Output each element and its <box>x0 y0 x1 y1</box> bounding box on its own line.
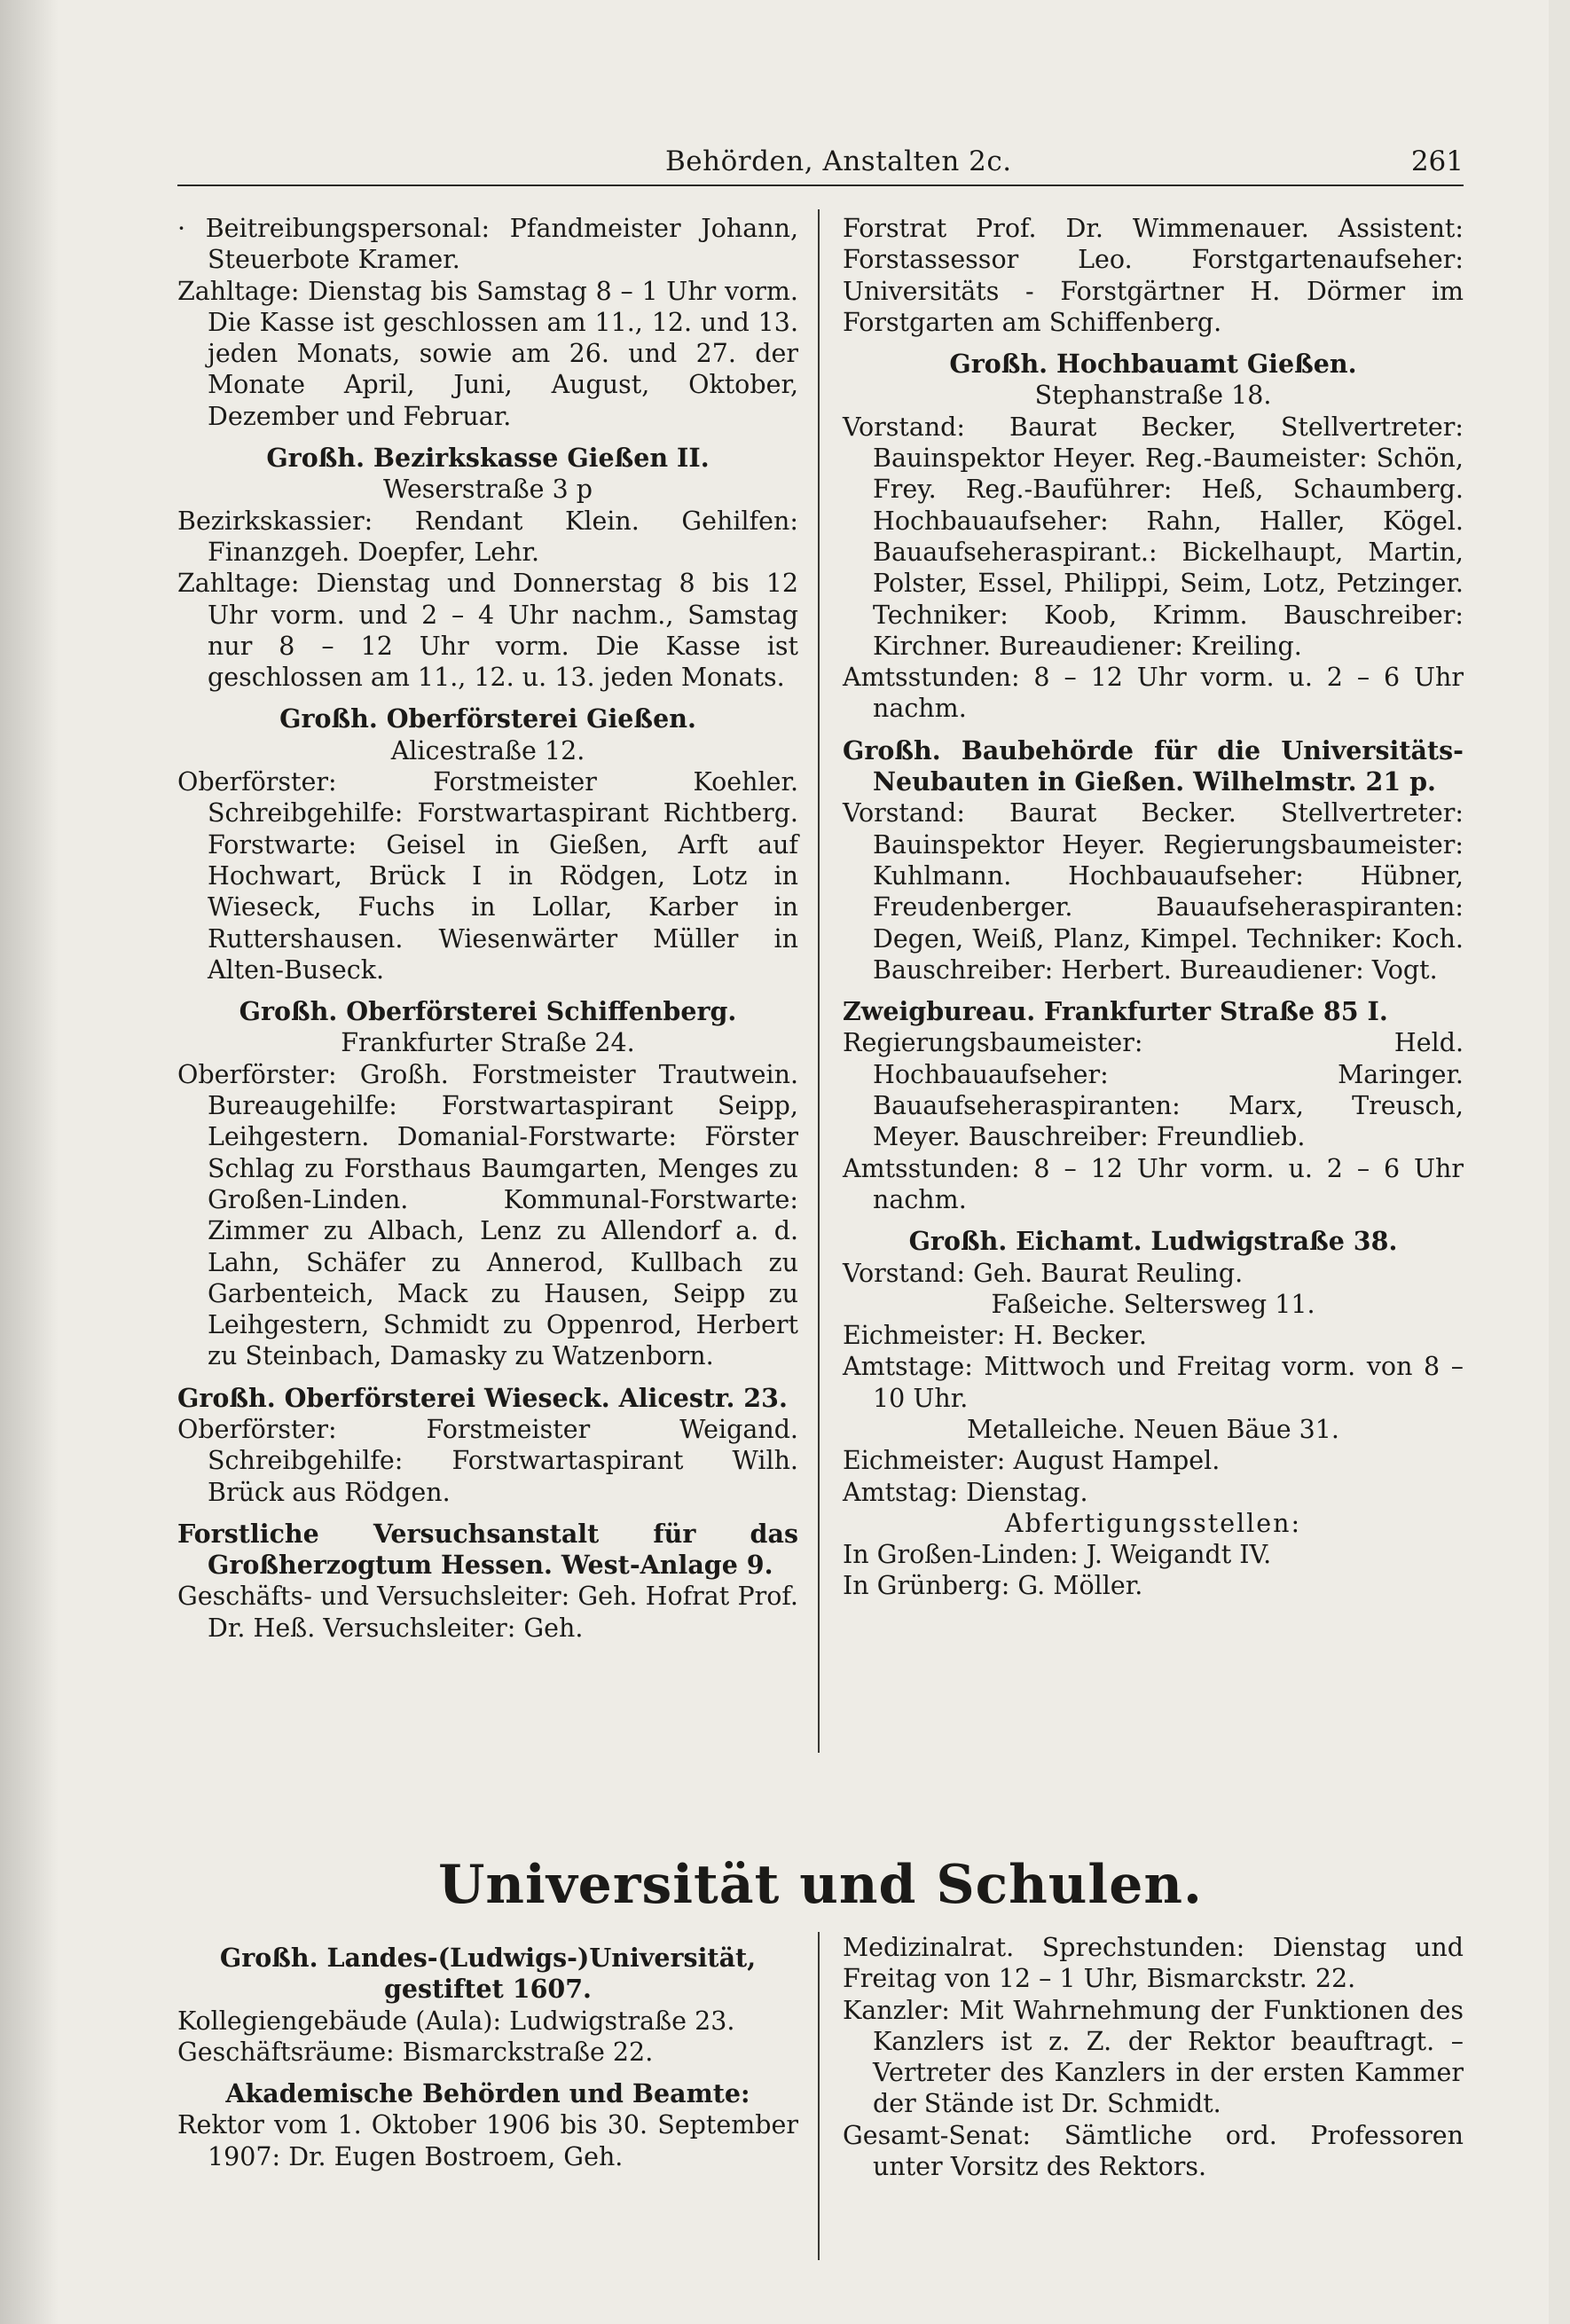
entry-paragraph: Oberförster: Forstmeister Weigand. Schreibgehilfe: Forstwartaspirant Wilh. Brück aus Rödgen. <box>177 1414 798 1507</box>
entry-paragraph: Eichmeister: H. Becker. <box>843 1321 1147 1351</box>
entry-paragraph: Stephanstraße 18. <box>1034 381 1272 411</box>
entry-paragraph: Vorstand: Geh. Baurat Reuling. <box>843 1258 1244 1288</box>
book-gutter <box>0 0 59 2324</box>
entry-paragraph: Oberförster: Großh. Forstmeister Trautwein. Bureaugehilfe: Forstwartaspirant Seipp, Leihgestern. Domanial-Forstwarte: Förster Schlag zu Forsthaus Baumgarten, Menges zu Großen-Linden. Kommunal-Forstwarte: Zimmer zu Albach, Lenz zu Allendorf a. d. Lahn, Schäfer zu Annerod, Kullbach zu Garbenteich, Mack zu Hausen, Seipp zu Leihgestern, Schmidt zu Oppenrod, Herbert zu Steinbach, Damasky zu Watzenborn. <box>177 1059 798 1371</box>
entry-paragraph: · Beitreibungspersonal: Pfandmeister Johann, Steuerbote Kramer. <box>177 214 798 275</box>
entry-title: Großh. Eichamt. Ludwigstraße 38. <box>908 1226 1398 1257</box>
entry-paragraph: Geschäfts- und Versuchsleiter: Geh. Hofrat Prof. Dr. Heß. Versuchsleiter: Geh. <box>177 1582 798 1643</box>
entry-paragraph: Eichmeister: August Hampel. <box>843 1446 1221 1476</box>
column-divider <box>818 209 820 1753</box>
entry-title: Großh. Hochbauamt Gießen. <box>949 349 1357 380</box>
entry-paragraph: Abfertigungsstellen: <box>1004 1508 1302 1538</box>
entry-paragraph: Großh. Oberförsterei Wieseck. Alicestr. 23. <box>177 1382 788 1413</box>
entry-paragraph: Alicestraße 12. <box>390 735 585 766</box>
entry-paragraph: Oberförster: Forstmeister Koehler. Schreibgehilfe: Forstwartaspirant Richtberg. Forstwarte: Geisel in Gießen, Arft auf Hochwart, Brück I in Rödgen, Lotz in Wieseck, Fuchs in Lollar, Karber in Ruttershausen. Wiesenwärter Müller in Alten-Buseck. <box>177 767 798 985</box>
entry-paragraph: Amtsstunden: 8 – 12 Uhr vorm. u. 2 – 6 Uhr nachm. <box>843 1153 1464 1214</box>
entry-paragraph: Amtsstunden: 8 – 12 Uhr vorm. u. 2 – 6 Uhr nachm. <box>843 663 1464 724</box>
entry-paragraph: Forstliche Versuchsanstalt für das Großherzogtum Hessen. West-Anlage 9. <box>177 1518 798 1581</box>
entry-paragraph: Amtstage: Mittwoch und Freitag vorm. von 8 – 10 Uhr. <box>843 1352 1464 1413</box>
entry-paragraph: In Grünberg: G. Möller. <box>843 1571 1143 1601</box>
entry-title: Großh. Bezirkskasse Gießen II. <box>266 443 710 474</box>
running-head: Behörden, Anstalten 2c. <box>665 145 1012 177</box>
page-header <box>177 145 1472 199</box>
right-column <box>843 213 1464 1602</box>
entry-paragraph: Großh. Baubehörde für die Universitäts-Neubauten in Gießen. Wilhelmstr. 21 p. <box>843 734 1464 797</box>
left-column <box>177 213 798 1644</box>
entry-paragraph: Vorstand: Baurat Becker, Stellvertreter: Bauinspektor Heyer. Reg.-Baumeister: Schön, Frey. Reg.-Bauführer: Heß, Schaumberg. Hochbauaufseher: Rahn, Haller, Kögel. Bauaufseheraspirant.: Bickelhaupt, Martin, Polster, Essel, Philippi, Seim, Lotz, Petzinger. Techniker: Koob, Krimm. Bauschreiber: Kirchner. Bureaudiener: Kreiling. <box>843 412 1464 661</box>
entry-paragraph: Zweigbureau. Frankfurter Straße 85 I. <box>843 996 1388 1027</box>
right-column-lower <box>843 1932 1464 2182</box>
entry-paragraph: Regierungsbaumeister: Held. Hochbauaufseher: Maringer. Bauaufseheraspiranten: Marx, Treusch, Meyer. Bauschreiber: Freundlieb. <box>843 1028 1464 1152</box>
header-rule <box>177 185 1464 186</box>
entry-title: Großh. Oberförsterei Gießen. <box>279 703 696 734</box>
entry-paragraph: Geschäftsräume: Bismarckstraße 22. <box>177 2037 654 2067</box>
entry-paragraph: Bezirkskassier: Rendant Klein. Gehilfen: Finanzgeh. Doepfer, Lehr. <box>177 506 798 567</box>
entry-paragraph: Faßeiche. Seltersweg 11. <box>991 1289 1315 1319</box>
entry-paragraph: Kanzler: Mit Wahrnehmung der Funktionen des Kanzlers ist z. Z. der Rektor beauftragt. – Vertreter des Kanzlers in der ersten Kammer der Stände ist Dr. Schmidt. <box>843 1995 1464 2119</box>
entry-paragraph: Vorstand: Baurat Becker. Stellvertreter: Bauinspektor Heyer. Regierungsbaumeister: Kuhlmann. Hochbauaufseher: Hübner, Freudenberger. Bauaufseheraspiranten: Degen, Weiß, Planz, Kimpel. Techniker: Koch. Bauschreiber: Herbert. Bureaudiener: Vogt. <box>843 798 1464 985</box>
entry-paragraph: In Großen-Linden: J. Weigandt IV. <box>843 1540 1272 1570</box>
entry-title: Akademische Behörden und Beamte: <box>225 2078 750 2109</box>
entry-paragraph: Medizinalrat. Sprechstunden: Dienstag und Freitag von 12 – 1 Uhr, Bismarckstr. 22. <box>843 1933 1464 1994</box>
section-title: Universität und Schulen. <box>438 1854 1203 1916</box>
entry-paragraph: Rektor vom 1. Oktober 1906 bis 30. September 1907: Dr. Eugen Bostroem, Geh. <box>177 2110 798 2171</box>
entry-paragraph: Forstrat Prof. Dr. Wimmenauer. Assistent: Forstassessor Leo. Forstgartenaufseher: Universitäts - Forstgärtner H. Dörmer im Forstgarten am Schiffenberg. <box>843 214 1464 337</box>
column-divider-lower <box>818 1932 820 2260</box>
entry-paragraph: Frankfurter Straße 24. <box>341 1028 635 1058</box>
entry-paragraph: Weserstraße 3 p <box>382 475 593 505</box>
entry-title: Großh. Oberförsterei Schiffenberg. <box>239 996 737 1027</box>
page-number: 261 <box>1410 145 1464 177</box>
entry-paragraph: Zahltage: Dienstag und Donnerstag 8 bis 12 Uhr vorm. und 2 – 4 Uhr nachm., Samstag nur 8 – 12 Uhr vorm. Die Kasse ist geschlossen am 11., 12. u. 13. jeden Monats. <box>177 569 798 693</box>
entry-title: Großh. Landes-(Ludwigs-)Universität, gestiftet 1607. <box>219 1943 757 2005</box>
entry-paragraph: Zahltage: Dienstag bis Samstag 8 – 1 Uhr vorm. Die Kasse ist geschlossen am 11., 12. und 13. jeden Monats, sowie am 26. und 27. der Monate April, Juni, August, Oktober, Dezember und Februar. <box>177 276 798 431</box>
left-column-lower <box>177 1932 798 2172</box>
entry-paragraph: Kollegiengebäude (Aula): Ludwigstraße 23. <box>177 2006 735 2036</box>
entry-paragraph: Metalleiche. Neuen Bäue 31. <box>967 1414 1339 1444</box>
entry-paragraph: Gesamt-Senat: Sämtliche ord. Professoren unter Vorsitz des Rektors. <box>843 2120 1464 2182</box>
entry-paragraph: Amtstag: Dienstag. <box>843 1477 1088 1507</box>
